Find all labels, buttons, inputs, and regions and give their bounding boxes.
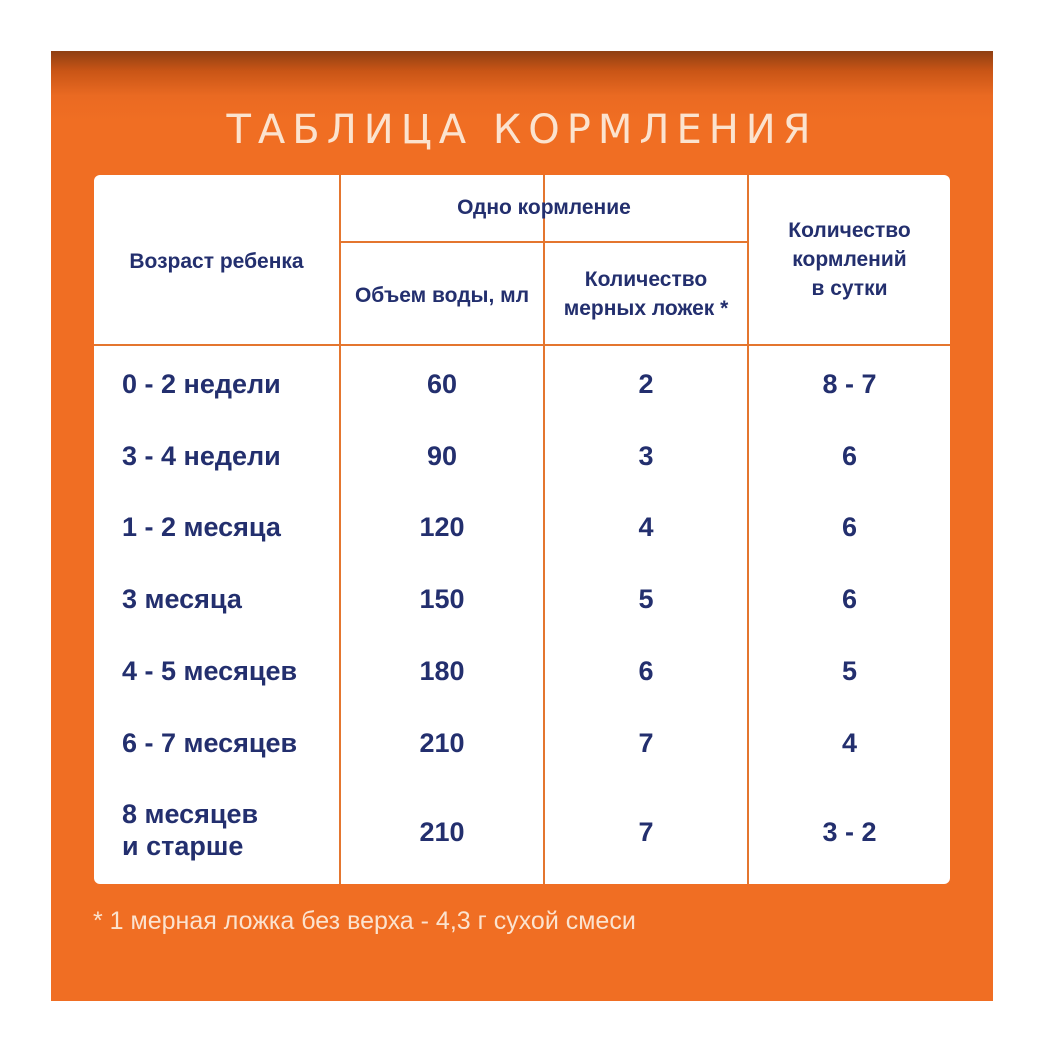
row-age: 6 - 7 месяцев (122, 728, 298, 758)
row-per-day: 6 (841, 441, 858, 471)
row-age: 4 - 5 месяцев (122, 656, 298, 686)
header-per-day-line3: в сутки (811, 277, 888, 300)
header-water-volume: Объем воды, мл (354, 284, 530, 307)
header-subdivider (341, 241, 747, 243)
row-water: 210 (419, 817, 465, 847)
row-per-day: 4 (841, 728, 858, 758)
header-feedings-per-day (749, 216, 950, 303)
row-spoons: 5 (638, 584, 654, 614)
row-water: 180 (419, 656, 465, 686)
row-per-day: 3 - 2 (822, 817, 877, 847)
footnote: * 1 мерная ложка без верха - 4,3 г сухой смеси (93, 907, 636, 935)
header-divider (94, 344, 950, 346)
row-spoons: 7 (638, 817, 654, 847)
row-age: 1 - 2 месяца (122, 512, 281, 542)
row-water: 120 (419, 512, 465, 542)
feeding-table-panel (51, 51, 993, 1001)
header-per-day-line2: кормлений (792, 248, 907, 271)
row-age-line2: и старше (122, 831, 244, 861)
row-spoons: 7 (638, 728, 654, 758)
header-age: Возраст ребенка (129, 250, 304, 273)
header-spoons-line1: Количество (584, 268, 708, 291)
row-per-day: 6 (841, 512, 858, 542)
row-per-day: 6 (841, 584, 858, 614)
row-spoons: 2 (638, 369, 654, 399)
row-water: 210 (419, 728, 465, 758)
row-water: 60 (426, 369, 458, 399)
row-spoons: 4 (638, 512, 654, 542)
row-water: 150 (419, 584, 465, 614)
feeding-table (94, 175, 950, 884)
row-age: 3 месяца (122, 584, 242, 614)
header-per-day-line1: Количество (788, 219, 911, 242)
header-one-feeding: Одно кормление (457, 196, 631, 219)
row-water: 90 (426, 441, 458, 471)
row-per-day: 5 (841, 656, 858, 686)
row-age: 0 - 2 недели (122, 369, 281, 399)
row-per-day: 8 - 7 (822, 369, 877, 399)
header-spoons-line2: мерных ложек * (563, 297, 729, 320)
page-title: ТАБЛИЦА КОРМЛЕНИЯ (226, 107, 818, 153)
row-age: 3 - 4 недели (122, 441, 281, 471)
row-age (122, 798, 332, 862)
row-age-line1: 8 месяцев (122, 799, 259, 829)
header-spoons (545, 265, 747, 323)
row-spoons: 3 (638, 441, 654, 471)
row-spoons: 6 (638, 656, 654, 686)
